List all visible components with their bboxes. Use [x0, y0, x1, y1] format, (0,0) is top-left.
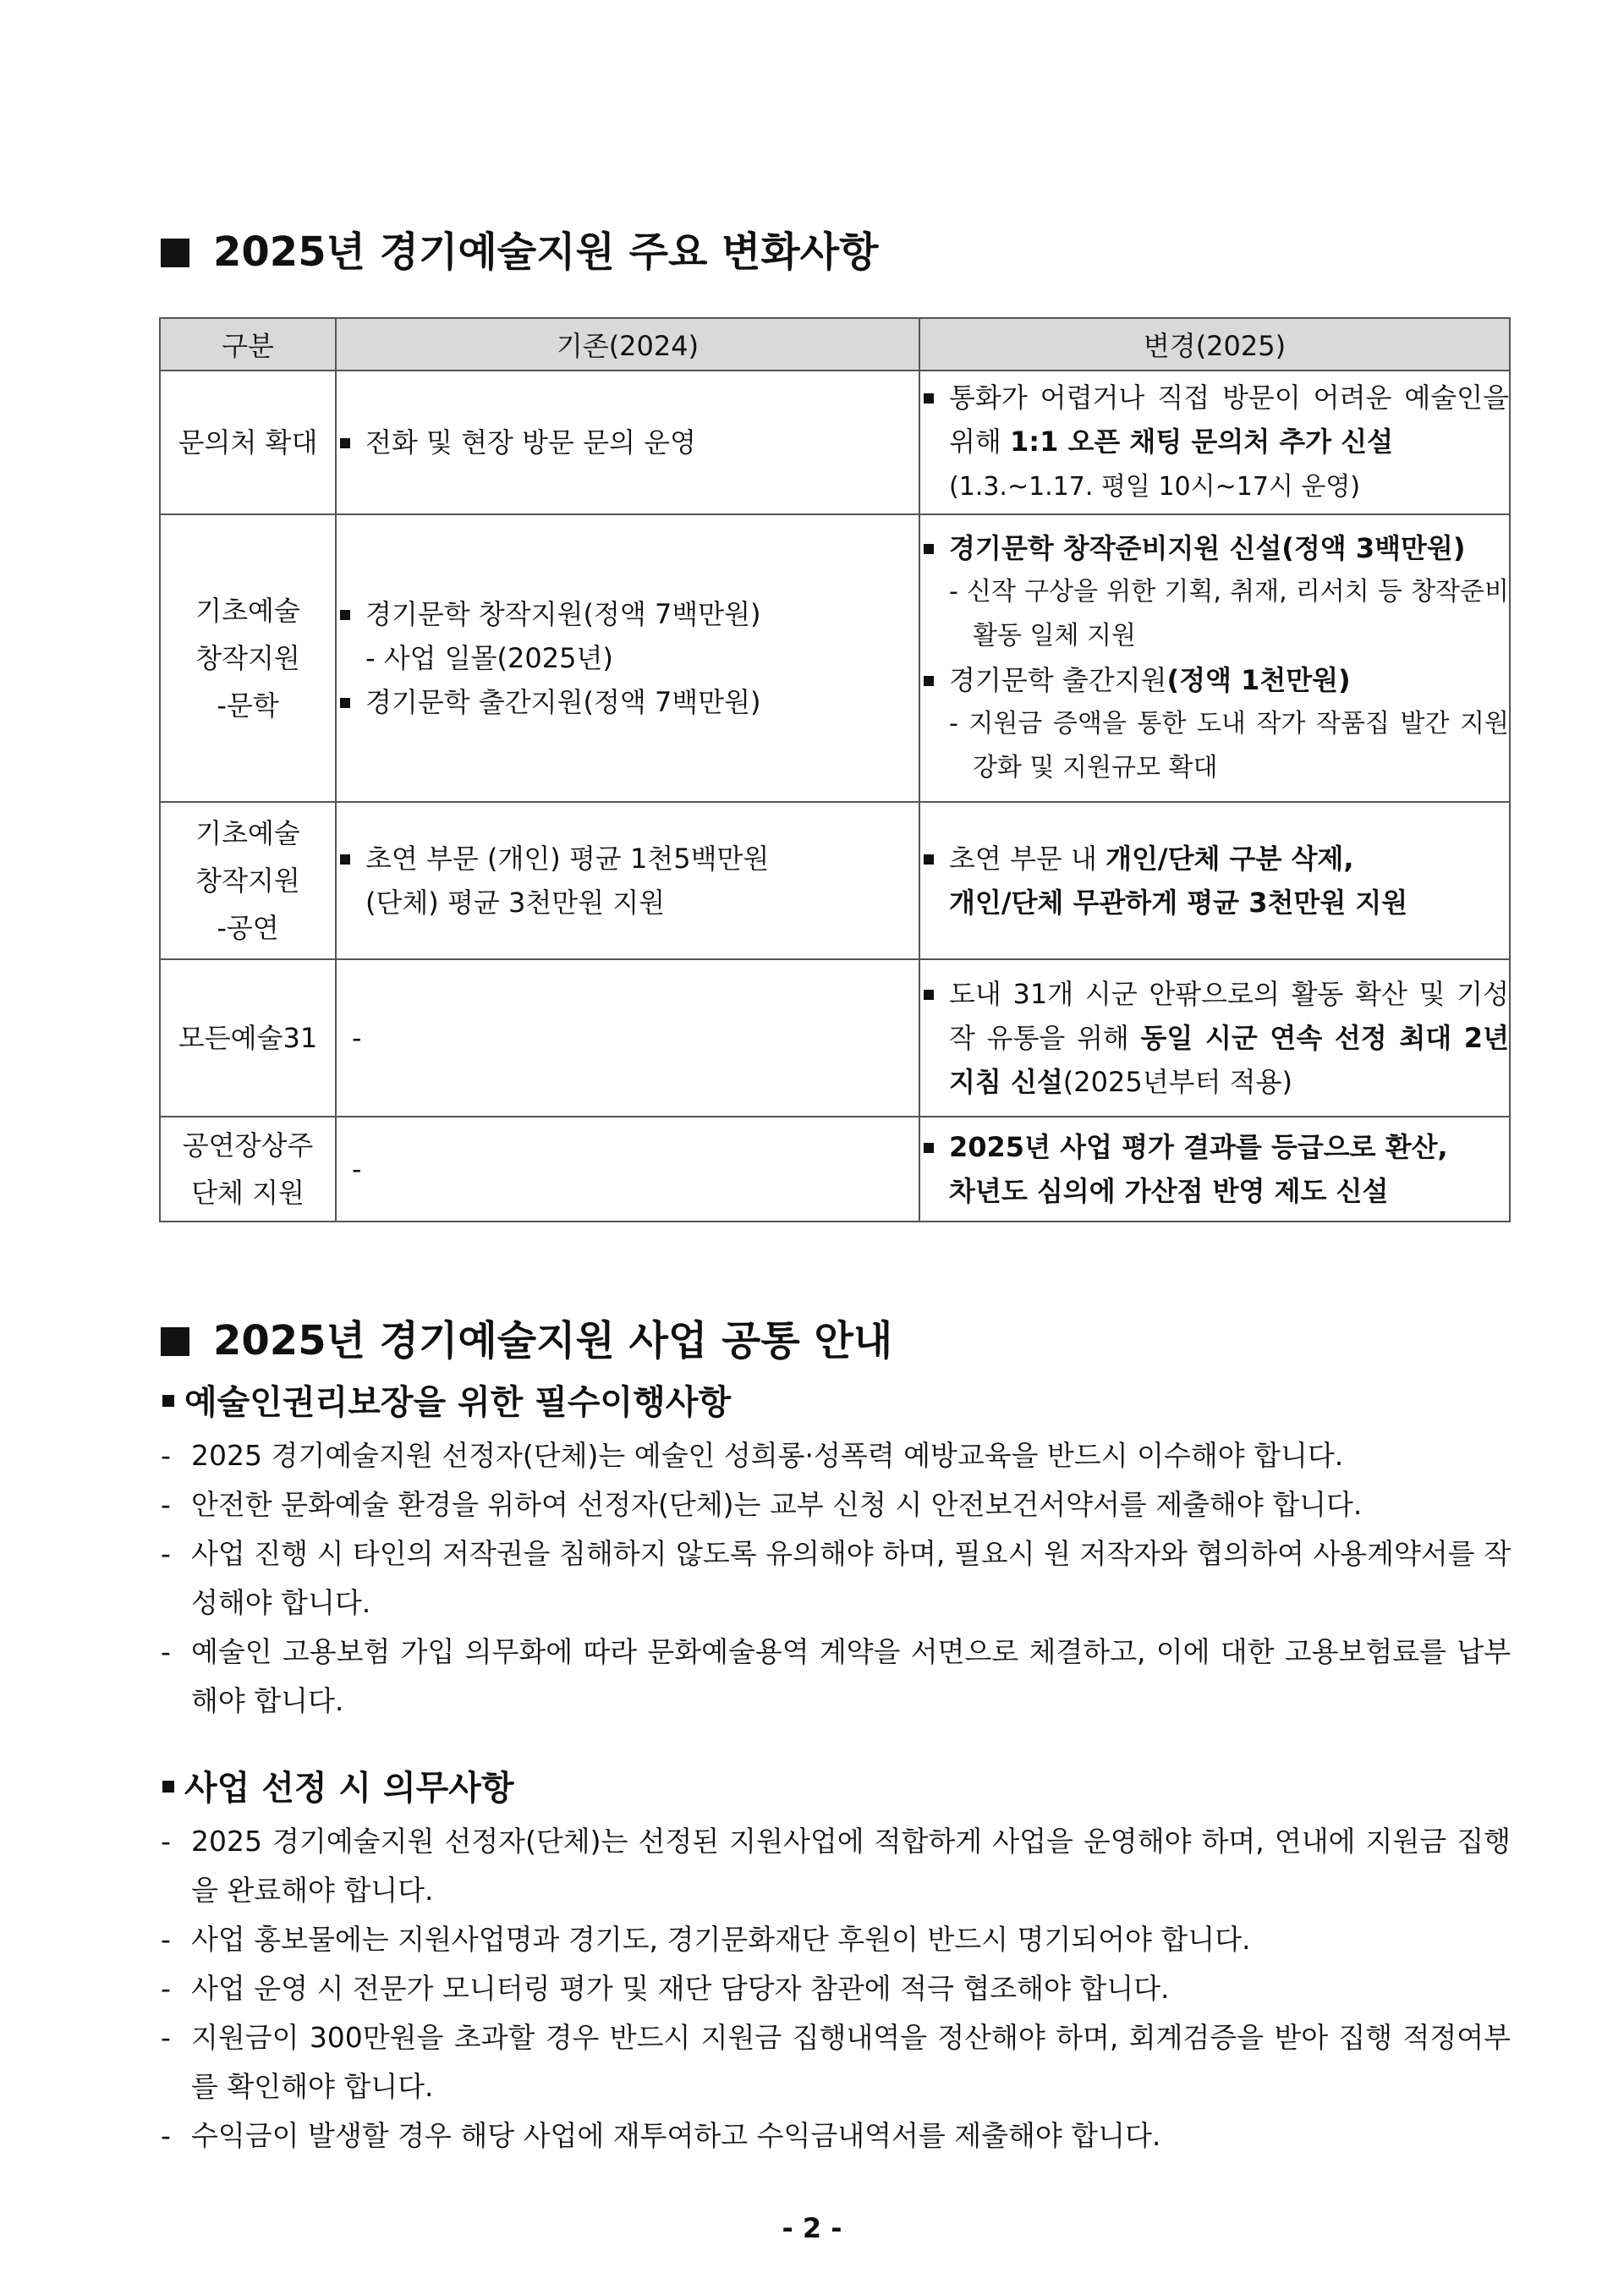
row-before: [336, 514, 919, 802]
row-category: [160, 1117, 336, 1222]
before-empty-dash: -: [352, 1153, 362, 1185]
after-text: 도내 31개 시군 안팎으로의 활동 확산 및 기성작 유통을 위해: [949, 978, 1509, 1054]
section-heading-common: [161, 1315, 1514, 1366]
after-bullet: [920, 837, 1509, 881]
category-line: 기초예술: [195, 817, 300, 849]
row-after: [919, 802, 1510, 959]
table-header-row: [160, 318, 1510, 371]
before-bullet: 경기문학 출간지원(정액 7백만원): [337, 680, 919, 724]
list-item: - 사업 홍보물에는 지원사업명과 경기도, 경기문화재단 후원이 반드시 명기되어야 합니다.: [161, 1915, 1511, 1964]
list-item: - 지원금이 300만원을 초과할 경우 반드시 지원금 집행내역을 정산해야 하며, 회계검증을 받아 집행 적정여부를 확인해야 합니다.: [161, 2013, 1511, 2111]
small-square-bullet-icon: [162, 1395, 174, 1407]
category-line: -공연: [217, 912, 279, 944]
row-before: [336, 959, 919, 1117]
row-before: [336, 1117, 919, 1222]
table-row: [160, 802, 1510, 959]
after-bullet: [920, 376, 1509, 509]
table-row: [160, 1117, 1510, 1222]
category-line: 단체 지원: [191, 1177, 304, 1209]
before-bullet: 전화 및 현장 방문 문의 운영: [337, 420, 919, 464]
after-text-bold: 동일 시군 연속 선정 최대 2년 지침 신설: [949, 1022, 1509, 1098]
row-after: [919, 1117, 1510, 1222]
after-text: 초연 부문 내: [949, 843, 1106, 875]
after-text: 경기문학 출간지원: [949, 664, 1167, 696]
changes-table: [159, 317, 1511, 1222]
section-heading-text: 2025년 경기예술지원 주요 변화사항: [213, 228, 879, 276]
category-line: 창작지원: [195, 642, 300, 674]
table-header-before: 기존(2024): [336, 318, 919, 371]
list-item: - 수익금이 발생할 경우 해당 사업에 재투여하고 수익금내역서를 제출해야 합니다.: [161, 2111, 1511, 2160]
row-after: [919, 371, 1510, 514]
subheading-rights: [162, 1379, 731, 1426]
after-text-bold: 개인/단체 무관하게 평균 3천만원 지원: [949, 887, 1408, 919]
after-text-bold: 개인/단체 구분 삭제,: [1106, 843, 1354, 875]
section-heading-changes: [161, 227, 1514, 277]
row-category: [160, 959, 336, 1117]
list-item: - 2025 경기예술지원 선정자(단체)는 선정된 지원사업에 적합하게 사업을 운영해야 하며, 연내에 지원금 집행을 완료해야 합니다.: [161, 1817, 1511, 1915]
category-line: 기초예술: [195, 595, 300, 627]
category-line: 창작지원: [195, 865, 300, 897]
subheading-text: 예술인권리보장을 위한 필수이행사항: [184, 1383, 732, 1422]
before-text: (단체) 평균 3천만원 지원: [365, 887, 666, 919]
category-line: 공연장상주: [182, 1129, 314, 1161]
row-category: [160, 802, 336, 959]
table-row: [160, 514, 1510, 802]
table-header-after: 변경(2025): [919, 318, 1510, 371]
row-before: [336, 371, 919, 514]
list-item: - 예술인 고용보험 가입 의무화에 따라 문화예술용역 계약을 서면으로 체결하고, 이에 대한 고용보험료를 납부해야 합니다.: [161, 1628, 1511, 1726]
after-text-note: (2025년부터 적용): [1062, 1066, 1292, 1098]
row-category: [160, 371, 336, 514]
subheading-obligations: [162, 1765, 514, 1812]
after-subitem: - 지원금 증액을 통한 도내 작가 작품집 발간 지원 강화 및 지원규모 확대: [949, 709, 1509, 782]
after-subitem: - 신작 구상을 위한 기획, 취재, 리서치 등 창작준비 활동 일체 지원: [949, 577, 1509, 651]
subheading-text: 사업 선정 시 의무사항: [184, 1769, 514, 1808]
section-heading-text: 2025년 경기예술지원 사업 공통 안내: [213, 1317, 893, 1364]
square-bullet-icon: [161, 239, 189, 267]
rights-list: [161, 1431, 1511, 1726]
category-label: 문의처 확대: [178, 426, 318, 458]
after-bullet: [920, 658, 1509, 702]
obligations-list: [161, 1817, 1511, 2160]
after-bullet: [920, 972, 1509, 1104]
list-item: - 사업 운영 시 전문가 모니터링 평가 및 재단 담당자 참관에 적극 협조해야 합니다.: [161, 1964, 1511, 2013]
after-text: 통화가 어렵거나 직접 방문이 어려운 예술인을 위해: [949, 382, 1509, 458]
after-text-bold: 1:1 오픈 채팅 문의처 추가 신설: [1010, 426, 1394, 458]
list-item: - 안전한 문화예술 환경을 위하여 선정자(단체)는 교부 신청 시 안전보건서약서를 제출해야 합니다.: [161, 1480, 1511, 1529]
before-bullet: 초연 부문 (개인) 평균 1천5백만원: [337, 837, 919, 881]
small-square-bullet-icon: [162, 1781, 174, 1793]
square-bullet-icon: [161, 1327, 189, 1356]
table-header-category: 구분: [160, 318, 336, 371]
before-subitem: - 사업 일몰(2025년): [365, 642, 613, 674]
row-after: [919, 514, 1510, 802]
list-item: - 사업 진행 시 타인의 저작권을 침해하지 않도록 유의해야 하며, 필요시 원 저작자와 협의하여 사용계약서를 작성해야 합니다.: [161, 1529, 1511, 1628]
row-before: [336, 802, 919, 959]
after-text-bold: (정액 1천만원): [1166, 664, 1351, 696]
before-empty-dash: -: [352, 1022, 362, 1054]
table-row: [160, 371, 1510, 514]
after-bullet: 2025년 사업 평가 결과를 등급으로 환산,: [920, 1125, 1509, 1169]
table-row: [160, 959, 1510, 1117]
page-number: - 2 -: [782, 2212, 842, 2244]
after-bullet: 경기문학 창작준비지원 신설(정액 3백만원): [920, 526, 1509, 570]
before-bullet: 경기문학 창작지원(정액 7백만원): [337, 592, 919, 636]
category-line: -문학: [217, 689, 279, 722]
after-text-note: (1.3.~1.17. 평일 10시~17시 운영): [949, 472, 1361, 502]
row-after: [919, 959, 1510, 1117]
row-category: [160, 514, 336, 802]
category-label: 모든예술31: [178, 1022, 318, 1054]
after-text-bold: 차년도 심의에 가산점 반영 제도 신설: [949, 1175, 1389, 1207]
list-item: - 2025 경기예술지원 선정자(단체)는 예술인 성희롱·성폭력 예방교육을 반드시 이수해야 합니다.: [161, 1431, 1511, 1480]
